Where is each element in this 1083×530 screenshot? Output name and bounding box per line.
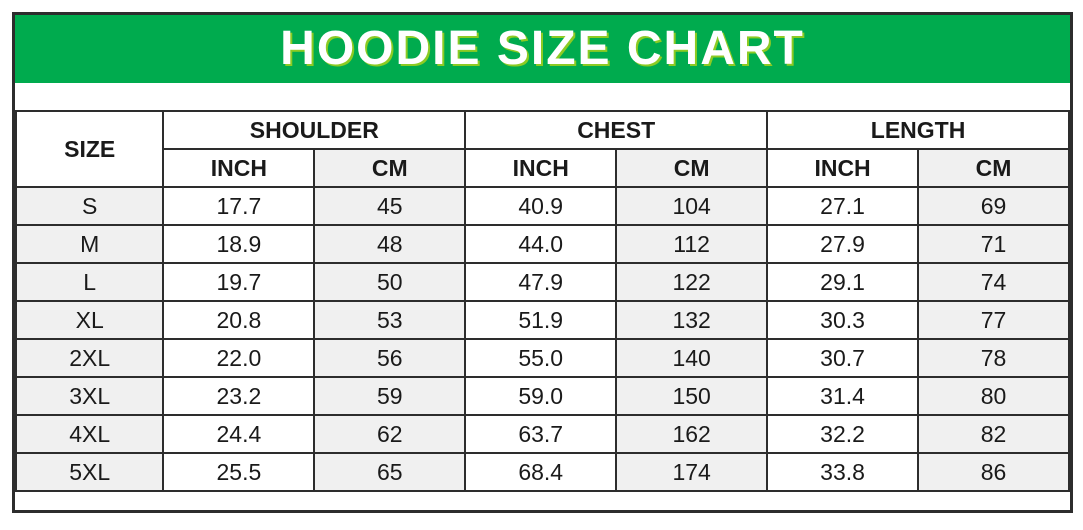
value-cell: 47.9 bbox=[465, 263, 616, 301]
table-row bbox=[16, 339, 1069, 377]
size-cell: S bbox=[16, 187, 163, 225]
col-header-shoulder: SHOULDER bbox=[163, 111, 465, 149]
value-cell: 69 bbox=[918, 187, 1069, 225]
size-cell: XL bbox=[16, 301, 163, 339]
unit-header-shoulder-cm: CM bbox=[314, 149, 465, 187]
value-cell: 55.0 bbox=[465, 339, 616, 377]
value-cell: 68.4 bbox=[465, 453, 616, 491]
value-cell: 24.4 bbox=[163, 415, 314, 453]
group-header-row bbox=[16, 111, 1069, 149]
value-cell: 59.0 bbox=[465, 377, 616, 415]
size-cell: M bbox=[16, 225, 163, 263]
size-chart-table bbox=[15, 110, 1070, 492]
value-cell: 80 bbox=[918, 377, 1069, 415]
value-cell: 50 bbox=[314, 263, 465, 301]
value-cell: 17.7 bbox=[163, 187, 314, 225]
value-cell: 48 bbox=[314, 225, 465, 263]
value-cell: 20.8 bbox=[163, 301, 314, 339]
unit-header-row bbox=[16, 149, 1069, 187]
value-cell: 86 bbox=[918, 453, 1069, 491]
size-cell: L bbox=[16, 263, 163, 301]
col-header-chest: CHEST bbox=[465, 111, 767, 149]
value-cell: 112 bbox=[616, 225, 767, 263]
value-cell: 33.8 bbox=[767, 453, 918, 491]
table-row bbox=[16, 301, 1069, 339]
unit-header-chest-cm: CM bbox=[616, 149, 767, 187]
col-header-length: LENGTH bbox=[767, 111, 1069, 149]
value-cell: 22.0 bbox=[163, 339, 314, 377]
table-row bbox=[16, 187, 1069, 225]
table-row bbox=[16, 453, 1069, 491]
value-cell: 62 bbox=[314, 415, 465, 453]
unit-header-chest-inch: INCH bbox=[465, 149, 616, 187]
title-banner bbox=[15, 15, 1070, 83]
page-title: HOODIE SIZE CHART bbox=[280, 22, 805, 75]
banner-table-spacer bbox=[15, 83, 1070, 110]
value-cell: 25.5 bbox=[163, 453, 314, 491]
value-cell: 44.0 bbox=[465, 225, 616, 263]
value-cell: 74 bbox=[918, 263, 1069, 301]
value-cell: 104 bbox=[616, 187, 767, 225]
value-cell: 51.9 bbox=[465, 301, 616, 339]
value-cell: 56 bbox=[314, 339, 465, 377]
value-cell: 30.3 bbox=[767, 301, 918, 339]
size-column-header: SIZE bbox=[16, 111, 163, 187]
value-cell: 65 bbox=[314, 453, 465, 491]
unit-header-length-cm: CM bbox=[918, 149, 1069, 187]
value-cell: 150 bbox=[616, 377, 767, 415]
value-cell: 63.7 bbox=[465, 415, 616, 453]
value-cell: 174 bbox=[616, 453, 767, 491]
value-cell: 140 bbox=[616, 339, 767, 377]
value-cell: 18.9 bbox=[163, 225, 314, 263]
value-cell: 82 bbox=[918, 415, 1069, 453]
size-cell: 3XL bbox=[16, 377, 163, 415]
unit-header-length-inch: INCH bbox=[767, 149, 918, 187]
value-cell: 40.9 bbox=[465, 187, 616, 225]
value-cell: 71 bbox=[918, 225, 1069, 263]
value-cell: 23.2 bbox=[163, 377, 314, 415]
value-cell: 78 bbox=[918, 339, 1069, 377]
value-cell: 32.2 bbox=[767, 415, 918, 453]
value-cell: 132 bbox=[616, 301, 767, 339]
unit-header-shoulder-inch: INCH bbox=[163, 149, 314, 187]
size-cell: 2XL bbox=[16, 339, 163, 377]
value-cell: 162 bbox=[616, 415, 767, 453]
table-row bbox=[16, 263, 1069, 301]
value-cell: 19.7 bbox=[163, 263, 314, 301]
value-cell: 31.4 bbox=[767, 377, 918, 415]
value-cell: 27.1 bbox=[767, 187, 918, 225]
table-row bbox=[16, 225, 1069, 263]
value-cell: 30.7 bbox=[767, 339, 918, 377]
value-cell: 27.9 bbox=[767, 225, 918, 263]
value-cell: 122 bbox=[616, 263, 767, 301]
size-cell: 4XL bbox=[16, 415, 163, 453]
value-cell: 59 bbox=[314, 377, 465, 415]
value-cell: 29.1 bbox=[767, 263, 918, 301]
size-cell: 5XL bbox=[16, 453, 163, 491]
table-row bbox=[16, 415, 1069, 453]
table-row bbox=[16, 377, 1069, 415]
size-chart-panel bbox=[12, 12, 1073, 513]
value-cell: 45 bbox=[314, 187, 465, 225]
value-cell: 53 bbox=[314, 301, 465, 339]
value-cell: 77 bbox=[918, 301, 1069, 339]
